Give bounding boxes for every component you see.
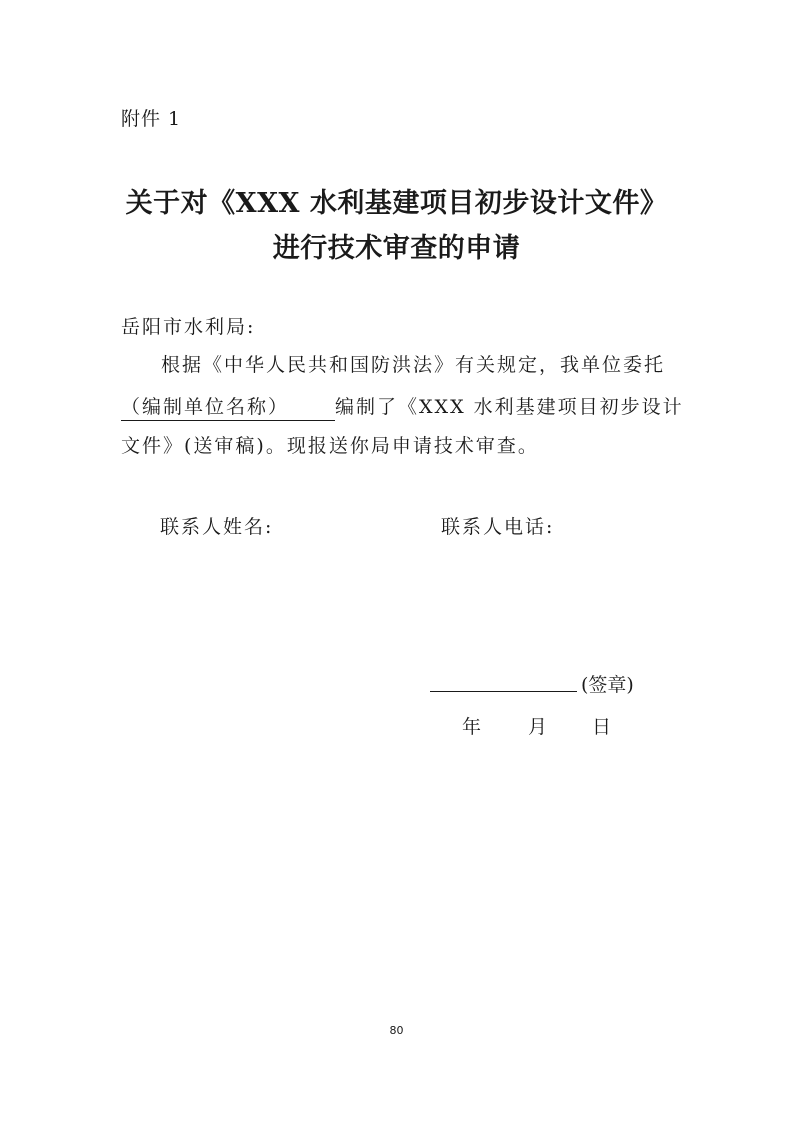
date-month-label: 月: [528, 716, 548, 738]
body-paragraph-line-2: [121, 392, 684, 421]
body-paragraph-line-1: 根据《中华人民共和国防洪法》有关规定，我单位委托: [161, 354, 666, 376]
compiling-unit-blank: （编制单位名称）: [121, 392, 335, 421]
date-year-label: 年: [462, 716, 482, 738]
seal-label: (签章): [581, 674, 634, 696]
page-number: 80: [389, 1024, 404, 1037]
body-paragraph-line-3: 文件》(送审稿)。现报送你局申请技术审查。: [121, 435, 539, 457]
signature-line: [430, 691, 577, 692]
contact-phone-label: 联系人电话:: [441, 516, 555, 538]
document-title-line-2: 进行技术审查的申请: [272, 233, 521, 264]
body-paragraph-line-2-rest: 编制了《XXX 水利基建项目初步设计: [335, 396, 684, 418]
recipient: 岳阳市水利局:: [121, 316, 256, 338]
contact-name-label: 联系人姓名:: [160, 516, 274, 538]
document-title-line-1: 关于对《XXX 水利基建项目初步设计文件》: [125, 188, 668, 219]
attachment-label: 附件 1: [121, 108, 182, 130]
date-day-label: 日: [592, 716, 612, 738]
